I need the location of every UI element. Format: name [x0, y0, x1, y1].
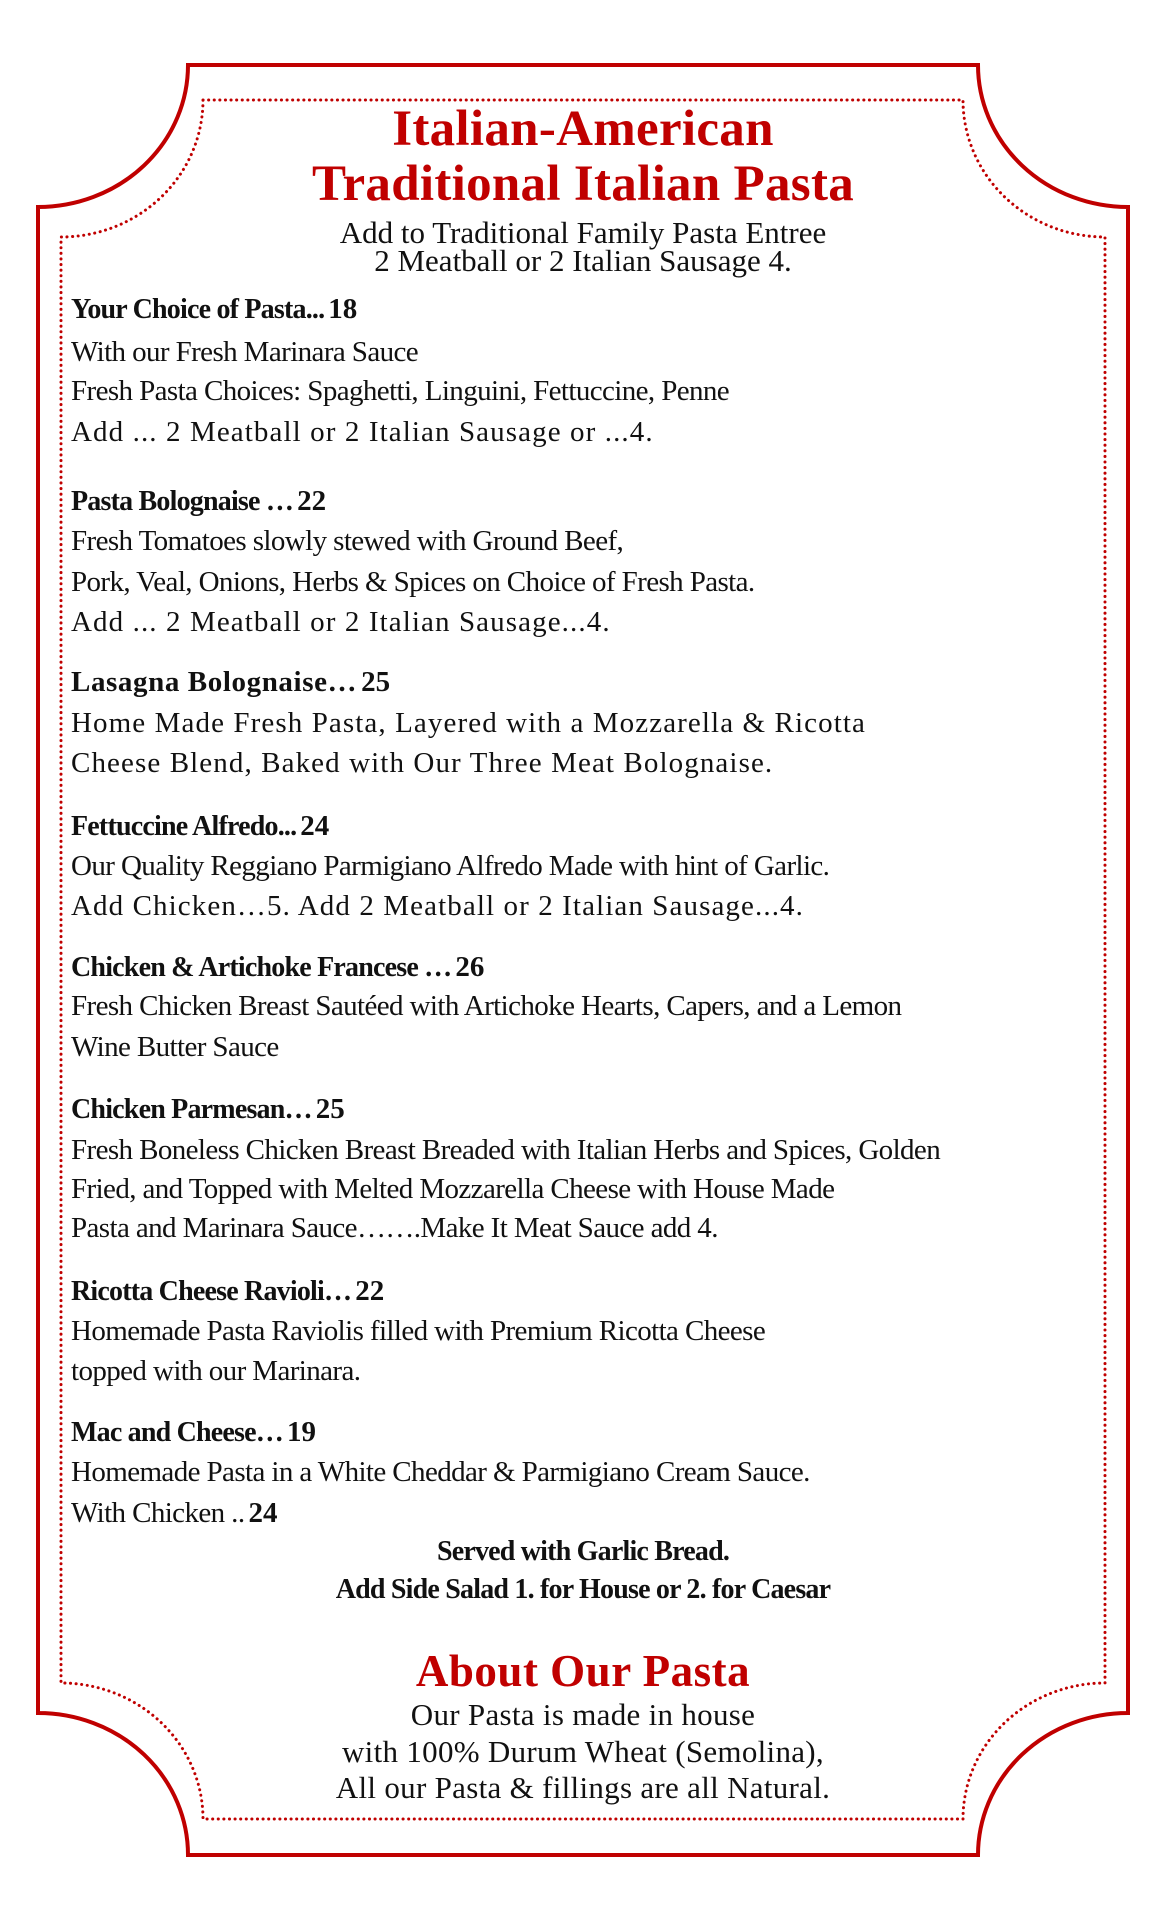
menu-item-description: [71, 743, 773, 783]
menu-item-name: Pasta Bolognaise …: [71, 486, 294, 517]
menu-item-description: [71, 1208, 718, 1248]
description-text: Pasta and Marinara Sauce…….Make It Meat Sauce add 4.: [71, 1212, 718, 1244]
menu-title-line2: Traditional Italian Pasta: [311, 156, 855, 212]
menu-item-price: 22: [297, 485, 327, 517]
menu-item-price: 19: [286, 1416, 316, 1448]
menu-item-description: [71, 562, 755, 602]
menu-subtitle-line1: Add to Traditional Family Pasta Entree: [339, 215, 827, 250]
menu-item-name: Ricotta Cheese Ravioli…: [71, 1276, 352, 1307]
menu-item-description: [71, 703, 866, 743]
menu-item-name: Chicken Parmesan…: [71, 1094, 312, 1125]
description-text: Our Quality Reggiano Parmigiano Alfredo Made with hint of Garlic.: [71, 850, 830, 882]
menu-item-price: 24: [300, 810, 330, 842]
menu-item-description: [71, 412, 654, 452]
about-line3: All our Pasta & fillings are all Natural.: [335, 1770, 831, 1805]
description-text: Homemade Pasta Raviolis filled with Premium Ricotta Cheese: [71, 1315, 766, 1347]
menu-item-price: 18: [328, 293, 358, 325]
description-text: Fresh Chicken Breast Sautéed with Artichoke Hearts, Capers, and a Lemon: [71, 990, 902, 1022]
menu-item-description: [71, 1169, 834, 1209]
menu-item-description: [71, 1027, 279, 1067]
served-with-note: Served with Garlic Bread.: [436, 1536, 730, 1567]
menu-item-description: [71, 1452, 810, 1492]
description-text: Add ... 2 Meatball or 2 Italian Sausage or ...4.: [71, 416, 654, 448]
description-text: With our Fresh Marinara Sauce: [71, 336, 419, 368]
description-text: Homemade Pasta in a White Cheddar & Parmigiano Cream Sauce.: [71, 1456, 810, 1488]
about-title: About Our Pasta: [415, 1646, 751, 1696]
menu-item-heading: [71, 947, 484, 987]
menu-item-description: [71, 371, 729, 411]
side-salad-note: Add Side Salad 1. for House or 2. for Caesar: [335, 1574, 831, 1605]
description-text: Pork, Veal, Onions, Herbs & Spices on Choice of Fresh Pasta.: [71, 566, 755, 598]
menu-item-description: [71, 986, 901, 1026]
menu-item-name: Chicken & Artichoke Francese …: [71, 952, 452, 983]
about-line1: Our Pasta is made in house: [410, 1697, 756, 1732]
about-line2: with 100% Durum Wheat (Semolina),: [342, 1734, 824, 1769]
menu-item-heading: [71, 289, 357, 329]
menu-item-description: [71, 602, 611, 642]
menu-item-description: [71, 886, 804, 926]
menu-title-line1: Italian-American: [392, 101, 774, 157]
menu-item-description: [71, 1311, 765, 1351]
menu-item-heading: [71, 662, 390, 702]
menu-item-name: Lasagna Bolognaise…: [71, 666, 358, 698]
description-text: topped with our Marinara.: [71, 1355, 361, 1387]
description-text: Wine Butter Sauce: [71, 1031, 279, 1063]
menu-subtitle-line2: 2 Meatball or 2 Italian Sausage 4.: [374, 243, 792, 278]
description-text: Fresh Pasta Choices: Spaghetti, Linguini, Fettuccine, Penne: [71, 375, 730, 407]
description-text: Fresh Boneless Chicken Breast Breaded with Italian Herbs and Spices, Golden: [71, 1134, 941, 1166]
description-text: Cheese Blend, Baked with Our Three Meat Bolognaise.: [71, 747, 774, 779]
menu-item-description: [71, 1130, 940, 1170]
menu-item-heading: [71, 481, 326, 521]
menu-item-price: 25: [315, 1093, 345, 1125]
menu-item-heading: [71, 1089, 345, 1129]
description-text: Fresh Tomatoes slowly stewed with Ground Beef,: [71, 525, 624, 557]
menu-item-price: 22: [355, 1275, 385, 1307]
description-text: Add ... 2 Meatball or 2 Italian Sausage...4.: [71, 606, 611, 638]
menu-item-price: 26: [455, 951, 485, 983]
menu-item-heading: [71, 1412, 316, 1452]
description-text: Home Made Fresh Pasta, Layered with a Mozzarella & Ricotta: [71, 707, 867, 739]
menu-item-heading: [71, 1271, 384, 1311]
menu-item-price: 25: [361, 666, 391, 698]
menu-item-heading: [71, 806, 329, 846]
menu-item-name: Mac and Cheese…: [71, 1417, 283, 1448]
menu-item-description: [71, 1351, 360, 1391]
menu-item-description: [71, 521, 623, 561]
menu-item-name: Fettuccine Alfredo...: [71, 811, 297, 842]
menu-item-description: [71, 332, 418, 372]
description-text: Add Chicken…5. Add 2 Meatball or 2 Italian Sausage...4.: [71, 890, 805, 922]
description-text: Fried, and Topped with Melted Mozzarella Cheese with House Made: [71, 1173, 835, 1205]
menu-item-description: [71, 846, 829, 886]
option-price: 24: [248, 1497, 278, 1529]
description-text: With Chicken ..: [71, 1497, 245, 1529]
menu-item-name: Your Choice of Pasta...: [71, 294, 325, 325]
menu-item-description: [71, 1493, 277, 1533]
